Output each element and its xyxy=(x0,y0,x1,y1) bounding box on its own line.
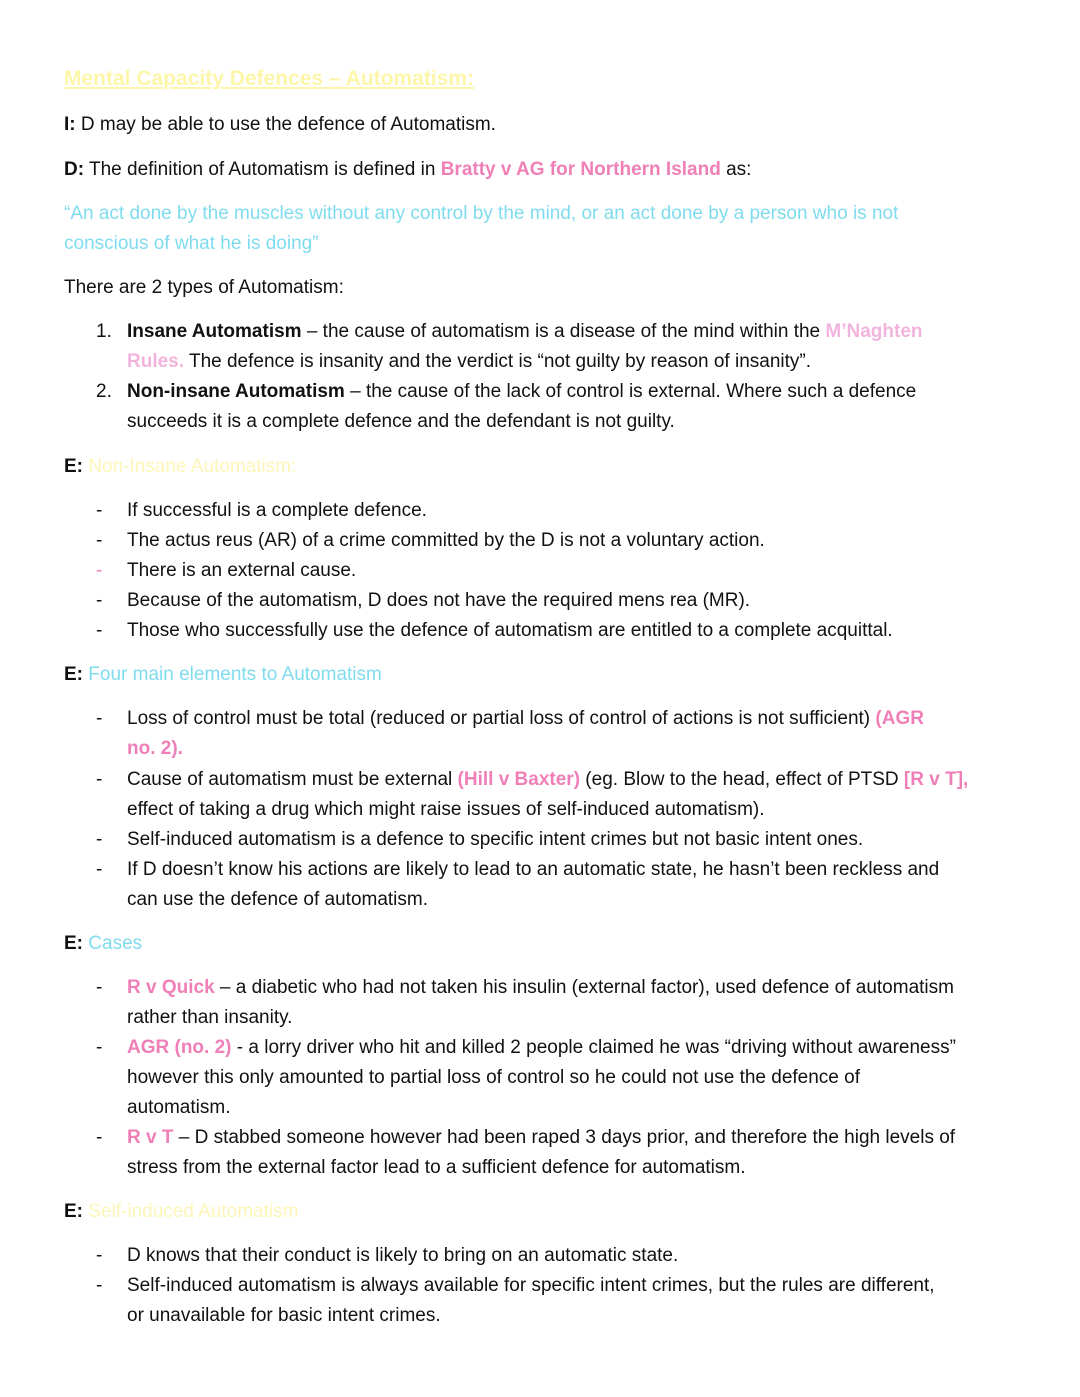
bullet-dash: - xyxy=(96,977,103,998)
bullet-dash: - xyxy=(96,530,103,551)
case-agr-cont: no. 2). xyxy=(127,738,183,759)
item-text: (eg. Blow to the head, effect of PTSD xyxy=(580,769,904,790)
type-1-text: – the cause of automatism is a disease of the mind within the xyxy=(301,321,826,342)
bullet-dash: - xyxy=(96,560,103,581)
types-intro: There are 2 types of Automatism: xyxy=(64,277,344,298)
section-title: Four main elements to Automatism xyxy=(83,664,382,685)
bullet-dash: - xyxy=(96,500,103,521)
case-bratty: Bratty v AG for Northern Island xyxy=(440,159,721,180)
case-r-v-t: [R v T], xyxy=(903,769,969,790)
section-label: E: xyxy=(64,1201,83,1222)
list-item: The actus reus (AR) of a crime committed by the D is not a voluntary action. xyxy=(127,530,765,551)
list-item: Self-induced automatism is a defence to specific intent crimes but not basic intent ones. xyxy=(127,829,864,850)
bullet-dash: - xyxy=(96,769,103,790)
definition-post: as: xyxy=(720,159,752,180)
item-text: Cause of automatism must be external xyxy=(127,769,458,790)
type-2-number: 2. xyxy=(96,381,112,402)
section-heading-elements xyxy=(64,664,382,686)
list-item xyxy=(127,1127,955,1149)
type-2-line-2: succeeds it is a complete defence and the defendant is not guilty. xyxy=(127,411,675,432)
issue-label: I: xyxy=(64,114,76,135)
bullet-dash: - xyxy=(96,1245,103,1266)
list-item xyxy=(127,977,954,999)
section-heading-cases xyxy=(64,933,142,955)
bullet-dash: - xyxy=(96,590,103,611)
definition-quote-line-1: “An act done by the muscles without any control by the mind, or an act done by a person who is not xyxy=(64,203,899,224)
definition-quote-line-2: conscious of what he is doing” xyxy=(64,233,319,254)
list-item xyxy=(127,708,924,730)
list-item: Those who successfully use the defence of automatism are entitled to a complete acquittal. xyxy=(127,620,893,641)
type-1-number: 1. xyxy=(96,321,112,342)
case-agr: (AGR xyxy=(875,708,924,729)
type-1-line-1 xyxy=(127,321,923,343)
item-text: – a diabetic who had not taken his insulin (external factor), used defence of automatism xyxy=(214,977,954,998)
section-label: E: xyxy=(64,933,83,954)
type-1-title: Insane Automatism xyxy=(127,321,302,342)
issue-text: D may be able to use the defence of Automatism. xyxy=(75,114,496,135)
list-item xyxy=(127,1037,956,1059)
issue-line xyxy=(64,114,496,136)
bullet-dash: - xyxy=(96,1037,103,1058)
type-1-line-2 xyxy=(127,351,811,373)
definition-line xyxy=(64,159,751,181)
type-2-line-1 xyxy=(127,381,916,403)
list-item: D knows that their conduct is likely to bring on an automatic state. xyxy=(127,1245,679,1266)
list-item-cont: automatism. xyxy=(127,1097,231,1118)
list-item-cont: rather than insanity. xyxy=(127,1007,293,1028)
section-title: Self-induced Automatism xyxy=(83,1201,299,1222)
definition-label: D: xyxy=(64,159,85,180)
bullet-dash: - xyxy=(96,1275,103,1296)
list-item-cont: or unavailable for basic intent crimes. xyxy=(127,1305,441,1326)
item-text: Loss of control must be total (reduced or partial loss of control of actions is not sufficient) xyxy=(127,708,876,729)
type-2-text: – the cause of the lack of control is external. Where such a defence xyxy=(344,381,917,402)
case-hill-v-baxter: (Hill v Baxter) xyxy=(457,769,581,790)
list-item: If successful is a complete defence. xyxy=(127,500,427,521)
case-agr-no-2: AGR (no. 2) xyxy=(127,1037,232,1058)
list-item-cont: stress from the external factor lead to a sufficient defence for automatism. xyxy=(127,1157,746,1178)
bullet-dash: - xyxy=(96,859,103,880)
section-heading-non-insane xyxy=(64,456,296,478)
list-item: Self-induced automatism is always available for specific intent crimes, but the rules are different, xyxy=(127,1275,935,1296)
definition-text: The definition of Automatism is defined in xyxy=(84,159,441,180)
case-mnaghten-rules: Rules. xyxy=(127,351,185,372)
case-mnaghten: M’Naghten xyxy=(825,321,923,342)
page-title: Mental Capacity Defences – Automatism: xyxy=(64,67,475,90)
type-1-text-2: The defence is insanity and the verdict is “not guilty by reason of insanity”. xyxy=(184,351,812,372)
section-label: E: xyxy=(64,456,83,477)
item-text: – D stabbed someone however had been raped 3 days prior, and therefore the high levels of xyxy=(173,1127,956,1148)
section-title: Non-Insane Automatism: xyxy=(83,456,297,477)
bullet-dash: - xyxy=(96,1127,103,1148)
case-r-v-quick: R v Quick xyxy=(127,977,215,998)
list-item-cont: however this only amounted to partial loss of control so he could not use the defence of xyxy=(127,1067,861,1088)
section-label: E: xyxy=(64,664,83,685)
type-2-title: Non-insane Automatism xyxy=(127,381,345,402)
list-item: Because of the automatism, D does not have the required mens rea (MR). xyxy=(127,590,751,611)
list-item xyxy=(127,769,968,791)
bullet-dash: - xyxy=(96,620,103,641)
list-item: If D doesn’t know his actions are likely to lead to an automatic state, he hasn’t been reckless and xyxy=(127,859,940,880)
section-heading-self-induced xyxy=(64,1201,298,1223)
list-item-cont: effect of taking a drug which might raise issues of self-induced automatism). xyxy=(127,799,765,820)
list-item-cont: can use the defence of automatism. xyxy=(127,889,429,910)
bullet-dash: - xyxy=(96,708,103,729)
case-r-v-t: R v T xyxy=(127,1127,174,1148)
bullet-dash: - xyxy=(96,829,103,850)
section-title: Cases xyxy=(83,933,143,954)
list-item: There is an external cause. xyxy=(127,560,357,581)
item-text: - a lorry driver who hit and killed 2 people claimed he was “driving without awareness” xyxy=(231,1037,956,1058)
